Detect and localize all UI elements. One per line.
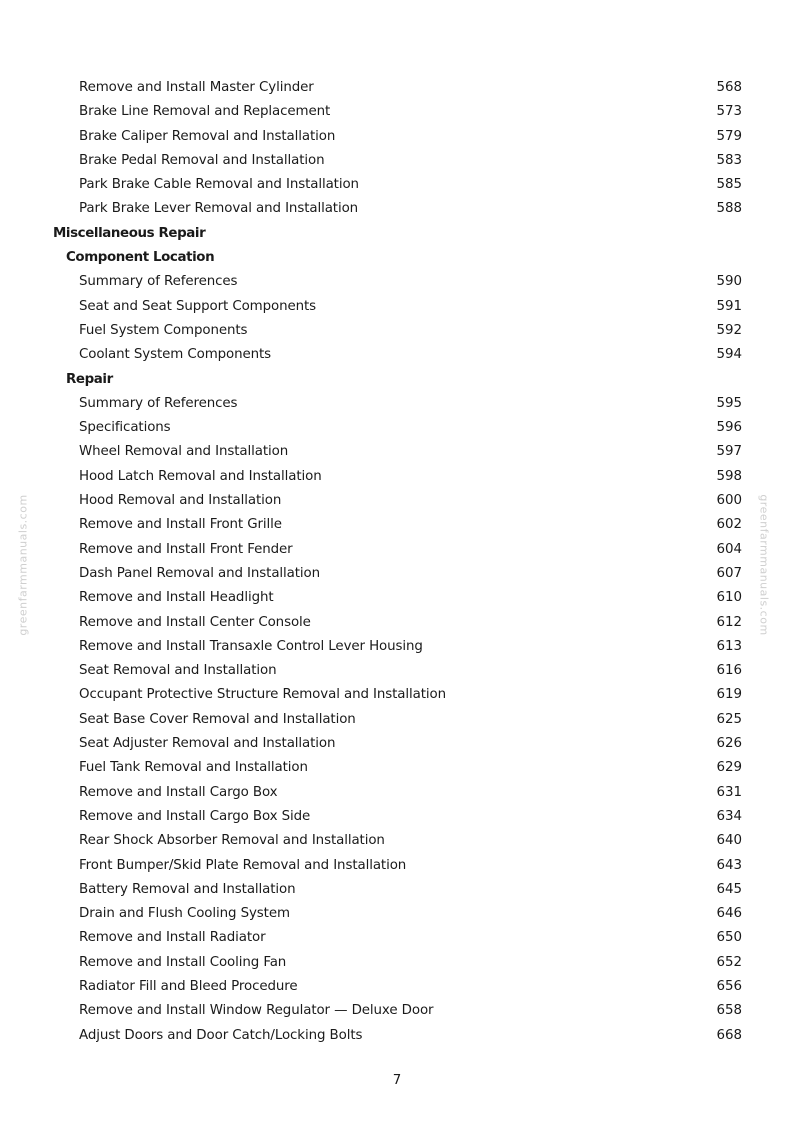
toc-entry-page: 658 [716, 1003, 742, 1019]
toc-entry[interactable] [0, 611, 794, 635]
toc-entry[interactable] [0, 295, 794, 319]
toc-entry-title: Brake Pedal Removal and Installation [79, 152, 325, 168]
toc-entry-page: 668 [716, 1027, 742, 1043]
toc-entry-page: 652 [716, 954, 742, 970]
toc-entry[interactable] [0, 951, 794, 975]
toc-entry-title: Remove and Install Cargo Box [79, 784, 278, 800]
toc-entry-page: 613 [716, 638, 742, 654]
toc-entry-title: Radiator Fill and Bleed Procedure [79, 978, 298, 994]
toc-entry-title: Hood Removal and Installation [79, 493, 282, 509]
toc-entry[interactable] [0, 76, 794, 100]
toc-entry[interactable] [0, 1024, 794, 1048]
toc-entry-title: Summary of References [79, 274, 238, 290]
toc-entry-page: 616 [716, 663, 742, 679]
toc-entry[interactable] [0, 781, 794, 805]
toc-entry-title: Park Brake Lever Removal and Installation [79, 201, 359, 217]
toc-entry-page: 604 [716, 541, 742, 557]
toc-entry-page: 634 [716, 808, 742, 824]
toc-entry-page: 588 [716, 201, 742, 217]
toc-entry-title: Park Brake Cable Removal and Installation [79, 177, 359, 193]
toc-entry-page: 602 [716, 517, 742, 533]
toc-subsection-heading [0, 368, 794, 392]
toc-entry-title: Rear Shock Absorber Removal and Installation [79, 833, 385, 849]
toc-entry-title: Hood Latch Removal and Installation [79, 468, 322, 484]
toc-entry[interactable] [0, 732, 794, 756]
toc-entry-page: 650 [716, 930, 742, 946]
toc-entry-title: Summary of References [79, 395, 238, 411]
toc-entry[interactable] [0, 926, 794, 950]
toc-entry[interactable] [0, 975, 794, 999]
toc-entry[interactable] [0, 683, 794, 707]
toc-entry[interactable] [0, 538, 794, 562]
toc-entry[interactable] [0, 878, 794, 902]
toc-entry-page: 594 [716, 347, 742, 363]
toc-entry-page: 631 [716, 784, 742, 800]
toc-entry[interactable] [0, 708, 794, 732]
toc-entry-page: 597 [716, 444, 742, 460]
toc-entry-page: 600 [716, 493, 742, 509]
toc-section-heading [0, 222, 794, 246]
toc-entry-title: Seat Adjuster Removal and Installation [79, 736, 336, 752]
toc-entry[interactable] [0, 319, 794, 343]
toc-entry-title: Adjust Doors and Door Catch/Locking Bolts [79, 1027, 363, 1043]
toc-entry[interactable] [0, 392, 794, 416]
toc-entry-page: 585 [716, 177, 742, 193]
toc-entry-title: Remove and Install Headlight [79, 590, 274, 606]
toc-entry-title: Remove and Install Front Grille [79, 517, 282, 533]
toc-entry-page: 656 [716, 978, 742, 994]
toc-entry-page: 592 [716, 322, 742, 338]
toc-entry[interactable] [0, 465, 794, 489]
toc-entry[interactable] [0, 805, 794, 829]
toc-entry-title: Drain and Flush Cooling System [79, 906, 290, 922]
toc-entry-page: 645 [716, 881, 742, 897]
toc-entry[interactable] [0, 902, 794, 926]
toc-entry-title: Brake Line Removal and Replacement [79, 104, 331, 120]
toc-entry[interactable] [0, 635, 794, 659]
page-number: 7 [392, 1073, 402, 1088]
toc-entry-title: Remove and Install Window Regulator — Deluxe Door [79, 1003, 434, 1019]
toc-entry-title: Remove and Install Master Cylinder [79, 80, 314, 95]
toc-entry[interactable] [0, 586, 794, 610]
toc-entry-title: Brake Caliper Removal and Installation [79, 128, 336, 144]
toc-entry[interactable] [0, 149, 794, 173]
toc-entry[interactable] [0, 756, 794, 780]
toc-entry-page: 573 [716, 104, 742, 120]
toc-entry-page: 640 [716, 833, 742, 849]
toc-entry[interactable] [0, 562, 794, 586]
toc-entry-page: 619 [716, 687, 742, 703]
toc-entry-title: Specifications [79, 420, 171, 436]
toc-entry-page: 643 [716, 857, 742, 873]
toc-entry-page: 646 [716, 906, 742, 922]
toc-entry-title: Remove and Install Transaxle Control Lever Housing [79, 638, 423, 654]
toc-entry-title: Battery Removal and Installation [79, 881, 296, 897]
toc-entry[interactable] [0, 854, 794, 878]
toc-entry-title: Occupant Protective Structure Removal and Installation [79, 687, 446, 703]
toc-entry-page: 595 [716, 395, 742, 411]
toc-entry[interactable] [0, 489, 794, 513]
toc-entry[interactable] [0, 125, 794, 149]
toc-entry[interactable] [0, 343, 794, 367]
toc-subsection-heading [0, 246, 794, 270]
toc-entry[interactable] [0, 829, 794, 853]
toc-entry-page: 591 [716, 298, 742, 314]
toc-entry-title: Remove and Install Center Console [79, 614, 311, 630]
toc-entry[interactable] [0, 440, 794, 464]
toc-entry-title: Seat and Seat Support Components [79, 298, 317, 314]
toc-entry-page: 629 [716, 760, 742, 776]
toc-entry-page: 579 [716, 128, 742, 144]
toc-entry-page: 598 [716, 468, 742, 484]
toc-entry-page: 607 [716, 565, 742, 581]
toc-entry[interactable] [0, 100, 794, 124]
toc-entry-page: 610 [716, 590, 742, 606]
toc-entry-page: 626 [716, 736, 742, 752]
toc-entry-page: 625 [716, 711, 742, 727]
toc-entry-title: Seat Base Cover Removal and Installation [79, 711, 356, 727]
toc-entry-title: Repair [66, 371, 113, 387]
toc-entry-title: Remove and Install Front Fender [79, 541, 293, 557]
toc-entry[interactable] [0, 416, 794, 440]
toc-entry-page: 590 [716, 274, 742, 290]
toc-entry-title: Front Bumper/Skid Plate Removal and Installation [79, 857, 407, 873]
toc-entry[interactable] [0, 197, 794, 221]
toc-entry-title: Dash Panel Removal and Installation [79, 565, 321, 581]
toc-entry[interactable] [0, 270, 794, 294]
toc-entry[interactable] [0, 513, 794, 537]
toc-entry[interactable] [0, 173, 794, 197]
toc-entry-title: Seat Removal and Installation [79, 663, 277, 679]
toc-entry-title: Fuel System Components [79, 322, 248, 338]
toc-entry[interactable] [0, 999, 794, 1023]
toc-entry-page: 596 [716, 420, 742, 436]
toc-entry-title: Fuel Tank Removal and Installation [79, 760, 308, 776]
toc-entry-title: Coolant System Components [79, 347, 272, 363]
toc-entry-title: Remove and Install Radiator [79, 930, 266, 946]
table-of-contents [0, 76, 794, 1048]
toc-entry-page: 612 [716, 614, 742, 630]
toc-entry-page: 583 [716, 152, 742, 168]
toc-entry[interactable] [0, 659, 794, 683]
watermark-left: greenfarmmanuals.com [16, 494, 30, 636]
toc-entry-title: Remove and Install Cooling Fan [79, 954, 287, 970]
toc-entry-title: Miscellaneous Repair [53, 225, 206, 241]
toc-entry-title: Remove and Install Cargo Box Side [79, 808, 311, 824]
toc-entry-title: Component Location [66, 250, 215, 266]
toc-entry-title: Wheel Removal and Installation [79, 444, 289, 460]
toc-entry-page: 568 [716, 80, 742, 95]
watermark-right: greenfarmmanuals.com [757, 494, 771, 636]
